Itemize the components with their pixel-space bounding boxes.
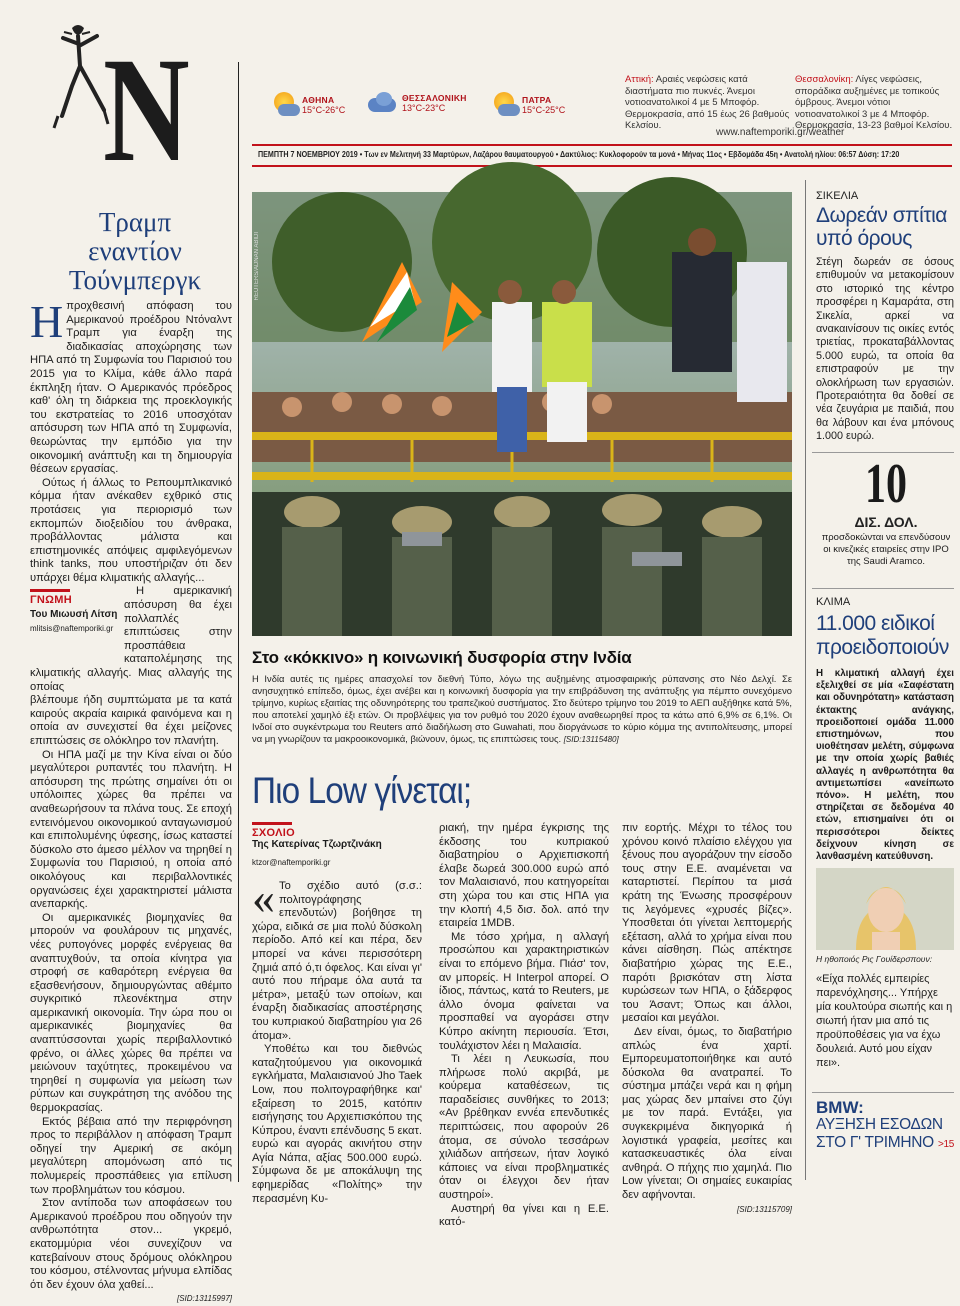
hermes-figure-icon: [50, 22, 110, 137]
weather-patra: [492, 92, 565, 118]
big-text: προσδοκώνται να επενδύσουν οι κινεζικές εταιρείες στην IPO της Saudi Aramco.: [821, 532, 951, 567]
weather-temp: 15°C-26°C: [302, 105, 346, 115]
sicily-text: Στέγη δωρεάν σε όσους επιθυμούν να μετακομίσουν στο ιστορικό της κέντρο προσφέρει η Καμαράτα, στη Σικελία, αρκεί να ανακαινίσουν τις οικίες εντός τριετίας, προκαταβάλλοντας 5.000 ευρώ, τα οποία θα επιστραφούν με την ολοκλήρωση των εργασιών. Προτεραιότητα θα δοθεί σε νέα ζευγάρια με παιδιά, που θα λάβουν και ένα μπόνους 1.000 ευρώ.: [816, 256, 954, 443]
weather-city: ΑΘΗΝΑ: [302, 95, 335, 105]
main-col-3: [622, 822, 792, 1216]
main-c2c: Τι λέει η Λευκωσία, που πλήρωσε πολύ ακριβά, με κούρεμα καταθέσεων, τις παραδείσιες συνθήκες το 2013; «Αν βρέθηκαν εννέα επενδυτικές περιπτώσεις, που αφορούν 26 άτομα, σε σύνολο τεσσάρων χιλιάδων αιτήσεων, ήταν λογικό κάποιες να είναι προβληματικές όταν οι έλεγχοι δεν ήταν αυστηροί».: [439, 1053, 609, 1202]
protest-photo-illustration: [252, 192, 792, 636]
portrait-illustration: [816, 868, 954, 950]
climate-title: 11.000 ειδικοί προειδοποιούν: [816, 612, 949, 659]
left-p4: Οι ΗΠΑ μαζί με την Κίνα είναι οι δύο μεγαλύτεροι ρυπαντές του πλανήτη. Η απόσυρση της πρώτης σημαίνει ότι οι υπόλοιπες χώρες θα πρέπει να αναθεωρήσουν τα πλάνα τους. Σε εποχή εντεινόμενου οικονομικού ανταγωνισμού και επιπολυμένης ύφεσης, ίσως καταστεί δύσκολο στο άμεσο μέλλον να τηρηθεί η Συμφωνία του Παρισιού, η οποία από οικολόγους και περιβαλλοντικές οργανώσεις έχει χαρακτηριστεί μάλιστα ανεπαρκής.: [30, 748, 232, 911]
photo-credit: REUTERS/ADNAN ABIDI: [254, 232, 260, 301]
news-photo: [252, 192, 792, 636]
sicily-label: ΣΙΚΕΛΙΑ: [816, 190, 859, 202]
weather-temp: 15°C-25°C: [522, 105, 566, 115]
big-unit: ΔΙΣ. ΔΟΛ.: [854, 514, 918, 530]
main-col-2: [439, 822, 609, 1230]
weather-attica: [625, 74, 790, 132]
aramco-rule: [812, 588, 954, 589]
dateline-date: ΠΕΜΠΤΗ 7 ΝΟΕΜΒΡΙΟΥ 2019: [258, 149, 358, 159]
dateline-bottom-rule: [252, 165, 952, 167]
left-p3b: βλέπουμε ήδη συμπτώματα με τα κατά καιρούς ακραία καιρικά φαινόμενα και η οποία αν συνεχιστεί θα έχει μείζονες επιπτώσεις σε ολόκληρο τον πλανήτη.: [30, 694, 232, 747]
weather-attica-label: Αττική:: [625, 74, 654, 85]
masthead-letter: N: [103, 27, 190, 193]
weather-thessaloniki: [368, 92, 467, 114]
main-sid: [SID:13115709]: [736, 1204, 792, 1214]
photo-caption-body: Η Ινδία αυτές τις ημέρες απασχολεί τον διεθνή Τύπο, λόγω της αυξημένης ατμοσφαιρικής ρύπανσης στο Νέο Δελχί. Σε ανησυχητικό επίπεδο, όμως, έχει ανέβει και η κοινωνική δυσφορία για την επιβράδυνση της ανάπτυξης για πέμπτο συνεχόμενο τρίμηνο, κυρίως εξαιτίας της οδυνηρότερης του τραπεζικού συστήματος. Στο δεύτερο τρίμηνο του 2019 το ΑΕΠ αυξήθηκε κατά 5%, που αποτελεί χαμηλό έξι ετών. Οι προβλέψεις για τον ρυθμό του 2020 έχουν αναθεωρηθεί προς τα κάτω από 6,9% σε 6,1%. Οι Ινδοί στο συγκέντρωμα του Reuters από διαδήλωση στο Guwahati, που διοργάνωσε το κύριο κόμμα της αντιπολίτευσης, μπορεί να μη γνωρίζουν τα μακροοικονομικά, βιώνουν, όμως, τις επιπτώσεις τους.: [252, 673, 792, 744]
sicily-title: Δωρεάν σπίτια υπό όρους: [816, 204, 947, 250]
weather-city: ΠΑΤΡΑ: [522, 95, 552, 105]
quote-mark: «: [252, 872, 275, 923]
sun-cloud-icon: [492, 92, 518, 118]
sun-cloud-icon: [272, 92, 298, 118]
left-p2: Ούτως ή άλλως το Ρεπουμπλικανικό κόμμα ήταν ανέκαθεν εχθρικό στις προτάσεις για περιορισμό των εκπομπών διοξειδίου του άνθρακα, προβάλλοντας μάλιστα και επιστημονικές απόψεις αμφιλεγόμενων think tanks, που υποστήριζαν ότι δεν υπάρχει θέμα κλιματικής αλλαγής...: [30, 476, 232, 584]
main-col-1: [252, 872, 422, 1206]
left-article-body: [30, 296, 232, 1306]
bmw-text: [816, 1116, 956, 1154]
dateline: ΠΕΜΠΤΗ 7 ΝΟΕΜΒΡΙΟΥ 2019 • Των εν Μελιτηνή 33 Μαρτύρων, Λαζάρου θαυματουργού • Δακτύλιος: Κυκλοφορούν τα μονά • Μήνας 11ος • Εβδομάδα 45η • Ανατολή ηλίου: 06:57 Δύση: 17:20: [258, 149, 900, 159]
opinion-email[interactable]: mlitsis@naftemporiki.gr: [30, 623, 114, 633]
left-p3a: Η αμερικανική απόσυρση θα έχει πολλαπλές επιπτώσεις στην προσπάθεια καταπολέμησης της κλιματικής αλλαγής. Μιας αλλαγής της οποίας: [30, 585, 232, 693]
photo-caption-title: Στο «κόκκινο» η κοινωνική δυσφορία στην Ινδία: [252, 648, 632, 667]
climate-label: ΚΛΙΜΑ: [816, 596, 851, 608]
weather-city: ΘΕΣΣΑΛΟΝΙΚΗ: [402, 93, 467, 103]
comment-email[interactable]: ktzor@naftemporiki.gr: [252, 858, 331, 867]
dropcap: Η: [30, 296, 64, 347]
dateline-ring: Δακτύλιος: Κυκλοφορούν τα μονά: [559, 149, 676, 159]
bmw-page-ref[interactable]: >15: [937, 1139, 955, 1150]
photo-caption-text: [252, 673, 792, 746]
portrait-photo: [816, 868, 954, 950]
main-c2d: Αυστηρή θα γίνει και η Ε.Ε. κατό-: [439, 1202, 609, 1229]
left-sid: [SID:13115997]: [176, 1294, 232, 1304]
opinion-rubric: ΓΝΩΜΗ: [30, 594, 72, 607]
weather-attica-text: Αραιές νεφώσεις κατά διαστήματα πιο πυκνές. Άνεμοι νοτιοανατολικοί 4 με 5 Μποφόρ. Θερμοκρασία, από 15 έως 26 βαθμούς Κελσίου.: [625, 74, 790, 131]
left-p6: Εκτός βέβαια από την περιφρόνηση προς το περιβάλλον η απόφαση Τραμπ οδηγεί την Αμερική σε ακόμη μεγαλύτερη απομόνωση από τις πολυμερείς προσπάθειες για επίλυση των προβλημάτων του κόσμου.: [30, 1115, 232, 1196]
main-c2b: Με τόσο χρήμα, η αλλαγή προσώπου και χαρακτηριστικών είναι το επόμενο βήμα. Πιάσ' τον, αν μπορείς. Η Interpol απορεί. Ο ίδιος, πάντως, κατά το Reuters, με άλλο όνομα φαίνεται να προσπαθεί να αγοράσει στην Κύπρο ακίνητη περιουσία. Έτσι, τουλάχιστον λέει η Μαλαισία.: [439, 930, 609, 1052]
right-divider: [805, 180, 806, 1180]
main-article-title: Πιο Low γίνεται;: [252, 770, 472, 811]
main-c3a: πιν εορτής. Μέχρι το τέλος του χρόνου κοινό πλαίσιο ελέγχου για ξένους που αγοράζουν την είσοδο τους στην Ε.Ε. αναμένεται να καταρτιστεί. Περίπου τα μισά κράτη της Ένωσης προσφέρουν τις λεγόμενες «χρυσές βίζες». Υποσθεται ότι γίνεται λεπτομερής εξέταση, αλλά το χρήμα είναι που κάνει αίσθηση. Πώς απέκτησε διαβατήριο χώρας της Ε.Ε., παρότι βρισκόταν στη λίστα κυρώσεων των ΗΠΑ, ο ξάδερφος του Άσαντ; Όπως και άλλοι, μεσαίοι και μεγάλοι.: [622, 822, 792, 1025]
left-p7: Στον αντίποδα των αποφάσεων του Αμερικανού προέδρου που οδηγούν την ανθρωπότητα στον... γκρεμό, εκατομμύρια νέοι συνεχίζουν να κατεβαίνουν στους δρόμους ολόκληρου του κόσμου, στέλνοντας μήνυμα ελπίδας ότι δεν έχουν όλα χαθεί...: [30, 1197, 232, 1291]
dateline-week: Εβδομάδα 45η: [728, 149, 778, 159]
opinion-author: Του Μιωυσή Λίτση: [30, 609, 118, 621]
cloud-icon: [368, 92, 398, 114]
masthead-logo: [48, 20, 190, 193]
dateline-saints: Των εν Μελιτηνή 33 Μαρτύρων, Λαζάρου θαυματουργού: [364, 149, 554, 159]
comment-rubric: ΣΧΟΛΙΟ: [252, 827, 295, 839]
main-c2a: ριακή, την ημέρα έγκρισης της έκδοσης του κυπριακού διαβατηρίου ο Αρχιεπισκοπή έλαβε δωρεά 300.000 ευρώ από τον Μαλαισιανό, που κατηγορείται στη χώρα του και στις ΗΠΑ για την κλοπή 4,5 δισ. δολ. από την εταιρεία 1MDB.: [439, 822, 609, 930]
portrait-quote: «Είχα πολλές εμπειρίες παρενόχλησης... Υπήρχε μία κουλτούρα σιωπής και η σιωπή ήταν μια από τις προϋποθέσεις για να έχω δουλειά. Αυτό μου είχαν πει».: [816, 973, 953, 1069]
weather-thess: [795, 74, 955, 132]
photo-sid: [SID:13115480]: [563, 735, 619, 744]
comment-author: Της Κατερίνας Τζωρτζινάκη: [252, 839, 382, 850]
big-number: 10: [865, 453, 907, 515]
climate-text: Η κλιματική αλλαγή έχει εξελιχθεί σε μία «Σαφέστατη και οδυνηρότατη» κατάσταση έκτακτης ανάγκης, προειδοποιεί ομάδα 11.000 επιστημόνων, που υιοθέτησαν μελέτη, σύμφωνα με την οποία χωρίς βαθιές αλλαγές η ανθρωπότητα θα αντιμετωπίσει «ανείπωτο πόνο». Η μελέτη, που στηρίζεται σε δεδομένα 40 ετών, επισημαίνει ότι οι περισσότεροι δείκτες δείχνουν κίνηση σε λανθασμένη κατεύθυνση.: [816, 668, 954, 863]
main-c3b: Δεν είναι, όμως, το διαβατήριο απλώς ένα χαρτί. Εμπορευματοποιήθηκε και αυτό δύσκολα θα ανατραπεί. Το σύστημα μπάζει νερά και η φήμη μας χώρας δεν μπαίνει στο ζύγι με τον παρά. Εντάξει, για συγκεκριμένα δικηγορικά ή λογιστικά γραφεία, μεσίτες και κατασκευαστικές όλα είναι ανθηρά. Ο πήχης πιο χαμηλά. Πιο Low γίνεται; Οι σημαίες ευκαιρίας δεν αφήνονται.: [622, 1025, 792, 1202]
bmw-headline: ΑΥΞΗΣΗ ΕΣΟΔΩΝ ΣΤΟ Γ' ΤΡΙΜΗΝΟ: [816, 1116, 943, 1151]
bmw-rule: [812, 1092, 954, 1093]
weather-url[interactable]: www.naftemporiki.gr/weather: [716, 127, 845, 138]
weather-thess-label: Θεσσαλονίκη:: [795, 74, 854, 85]
dateline-moon: Μήνας 11ος: [681, 149, 722, 159]
dateline-top-rule: [252, 144, 952, 146]
weather-temp: 13°C-23°C: [402, 103, 446, 113]
comment-box: [252, 822, 432, 867]
masthead-divider: [238, 62, 239, 1182]
weather-thess-text: Λίγες νεφώσεις, σποράδικα αυξημένες με τοπικούς όμβρους. Άνεμοι νότιοι νοτιοανατολικοί 3 με 4 Μποφόρ. Θερμοκρασία, 13-23 βαθμοί Κελσίου.: [795, 74, 953, 131]
left-p1: προχθεσινή απόφαση του Αμερικανού προέδρου Ντόναλντ Τραμπ για έναρξη της διαδικασίας αποχώρησης των ΗΠΑ από τη Συμφωνία του Παρισιού του 2015 για το Κλίμα, κάθε άλλο παρά έκπληξη ήταν. Ο Αμερικανός πρόεδρος καθ' όλη τη διάρκεια της προεκλογικής του εκστρατείας το 2016 υποσχόταν απόσυρση των ΗΠΑ από τη Συμφωνία, θεωρώντας την εμπόδιο για την οικονομική ανάπτυξη και τη δημιουργία θέσεων εργασίας.: [30, 300, 232, 476]
portrait-caption: Η ηθοποιός Ρις Γουίδερσπουν:: [816, 954, 933, 964]
bmw-label: BMW:: [816, 1098, 864, 1117]
main-c1a: Το σχέδιο αυτό (σ.σ.: πολιτογράφησης επενδυτών) βοήθησε τη χώρα, ειδικά σε μια πολύ δύσκολη περίοδο. Από κεί και πέρα, δεν μπορεί να κάνει περισσότερη ζημιά από ό,τι όφελος. Και είναι γι' αυτό που πήραμε όλα αυτά τα μέτρα», μεταξύ των οποίων, και έναρξη διαδικασίας αποστέρησης του κυπριακού διαβατηρίου για 26 άτομα».: [252, 880, 422, 1042]
weather-athens: [272, 92, 345, 118]
dateline-sun: Ανατολή ηλίου: 06:57 Δύση: 17:20: [784, 149, 900, 159]
opinion-box: [30, 589, 118, 661]
main-c1b: Υποθέτω και του διεθνώς καταζητούμενου για οικονομικά εγκλήματα, Μαλαισιανού Jho Taek Low, που πολιτογραφήθηκε και' εξαίρεση το 2015, κατόπιν εισήγησης του Αρχιεπισκόπου της Κύπρου, έναντι επένδυσης 5 εκατ. ευρώ και αγοράς ακινήτου στην Αγία Νάπα, αξίας 500.000 ευρώ. Σύμφωνα δε με αποκάλυψη της εφημερίδας «Πολίτης» την περασμένη Κυ-: [252, 1043, 422, 1205]
left-article-title: Τραμπ εναντίον Τούνμπεργκ: [68, 207, 202, 295]
left-p5: Οι αμερικανικές βιομηχανίες θα μπορούν να φουλάρουν τις μηχανές, νέες ρυπογόνες μορφές ενέργειας θα αναπτυχθούν, τα οποία κίνητρα για στροφή σε καθαρότερη ενέργεια θα εξασθενήσουν, δημιουργώντας αθέμιτο συγκριτικό πλεονέκτημα στην αμερικανική οικονομία. Την ώρα που οι αμερικανικές βιομηχανίες θα αναπτύσσονται χωρίς περιβαλλοντικό φρένο, οι άλλες χώρες θα πρέπει να μειώνουν ταχύτητες, προκειμένου να τηρηθεί η συμφωνία για μείωση των ρύπων και συγκράτηση της ανόδου της θερμοκρασίας.: [30, 911, 232, 1115]
